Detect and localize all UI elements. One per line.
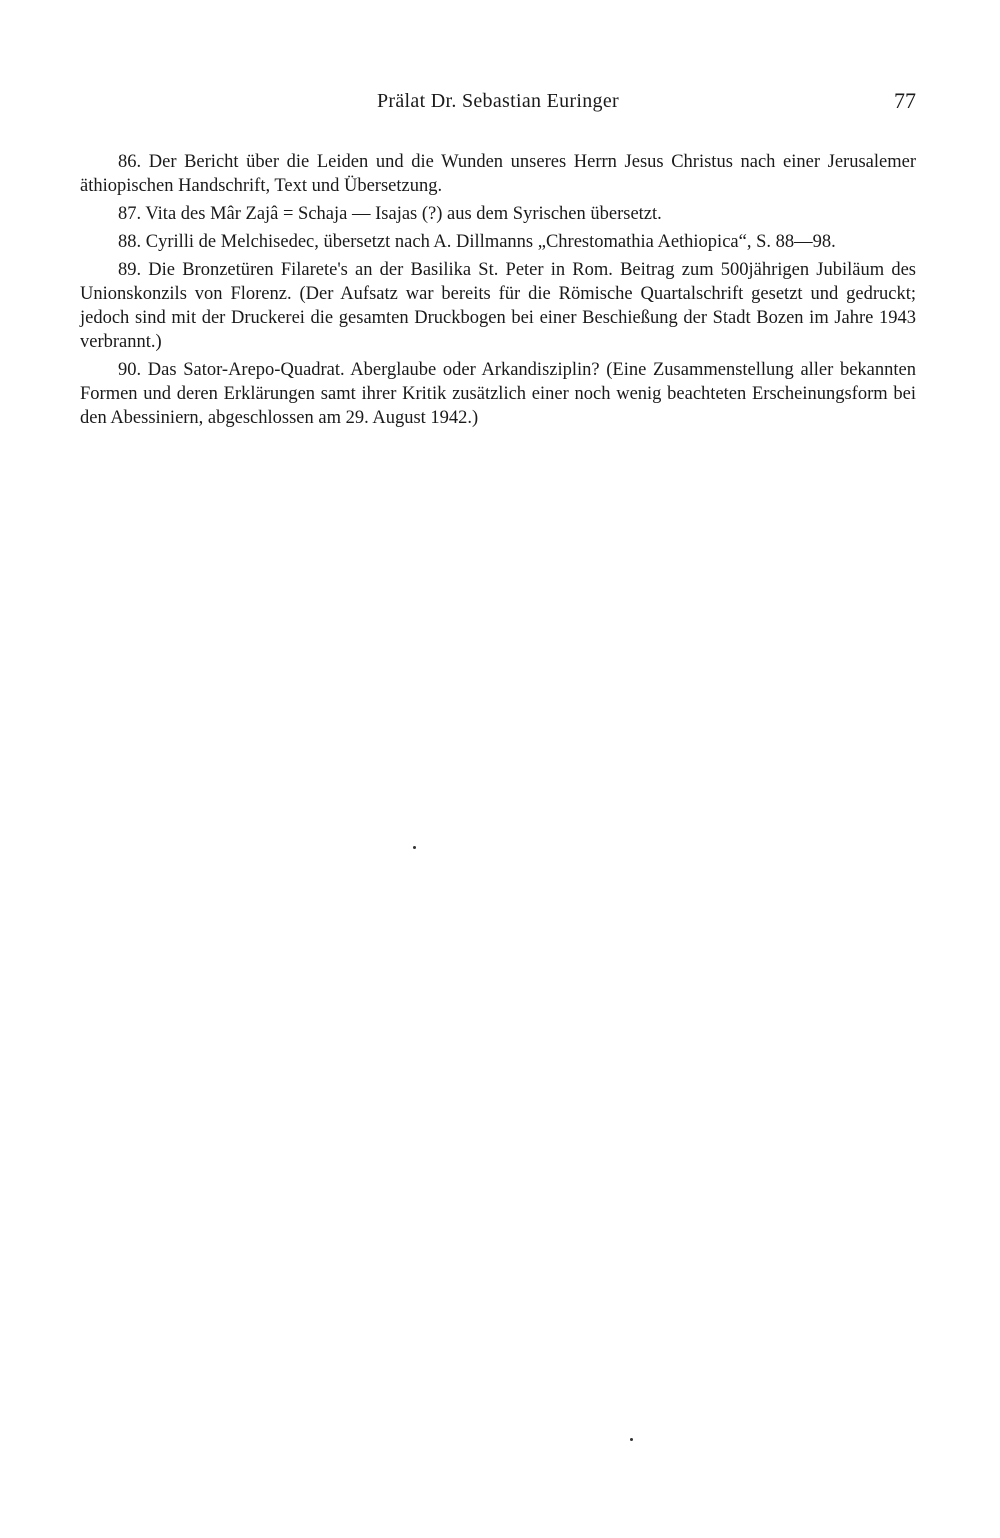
bibliography-entry-89: 89. Die Bronzetüren Filarete's an der Basilika St. Peter in Rom. Beitrag zum 500jährigen Jubiläum des Unionskonzils von Florenz. (Der Aufsatz war bereits für die Römische Quartalschrift gesetzt und gedruckt; jedoch sind mit der Druckerei die gesamten Druckbogen bei einer Beschießung der Stadt Bozen im Jahre 1943 verbrannt.) xyxy=(80,260,916,352)
bibliography-entry-90: 90. Das Sator-Arepo-Quadrat. Aberglaube oder Arkandisziplin? (Eine Zusammenstellung aller bekannten Formen und deren Erklärungen samt ihrer Kritik zusätzlich einer noch wenig beachteten Erscheinungsform bei den Abessiniern, abgeschlossen am 29. August 1942.) xyxy=(80,360,916,428)
running-header xyxy=(80,90,916,120)
bibliography-list xyxy=(80,150,916,434)
scan-speck xyxy=(630,1438,633,1441)
bibliography-entry-86: 86. Der Bericht über die Leiden und die Wunden unseres Herrn Jesus Christus nach einer Jerusalemer äthiopischen Handschrift, Text und Übersetzung. xyxy=(80,152,916,196)
running-title: Prälat Dr. Sebastian Euringer xyxy=(377,90,619,112)
page-number: 77 xyxy=(894,88,916,113)
scan-speck xyxy=(413,846,416,849)
bibliography-entry-88: 88. Cyrilli de Melchisedec, übersetzt nach A. Dillmanns „Chrestomathia Aethiopica“, S. 88—98. xyxy=(118,232,836,252)
bibliography-entry-87: 87. Vita des Mâr Zajâ = Schaja — Isajas (?) aus dem Syrischen übersetzt. xyxy=(118,204,662,224)
